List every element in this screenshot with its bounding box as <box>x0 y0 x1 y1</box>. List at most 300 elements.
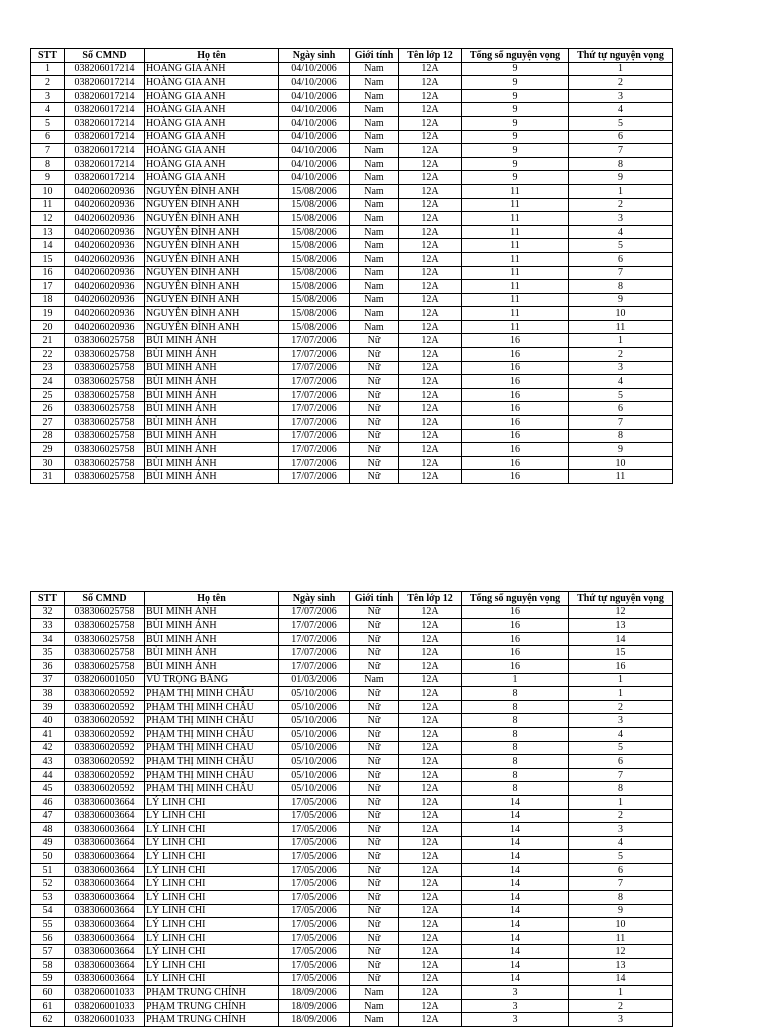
cmnd-cell: 040206020936 <box>65 198 145 212</box>
table-row <box>31 768 673 782</box>
class-cell: 12A <box>399 972 462 986</box>
wish-order-cell: 2 <box>569 198 673 212</box>
gender-cell: Nam <box>350 266 399 280</box>
class-cell: 12A <box>399 402 462 416</box>
table-row <box>31 416 673 430</box>
total-wishes-cell: 8 <box>462 727 569 741</box>
table-row <box>31 659 673 673</box>
total-wishes-cell: 16 <box>462 646 569 660</box>
cmnd-header: Số CMND <box>65 49 145 63</box>
name-cell: PHẠM THỊ MINH CHÂU <box>145 727 279 741</box>
stt-cell: 49 <box>31 836 65 850</box>
cmnd-cell: 040206020936 <box>65 239 145 253</box>
dob-cell: 04/10/2006 <box>279 157 350 171</box>
table-body <box>31 62 673 483</box>
name-cell: BÙI MINH ÁNH <box>145 348 279 362</box>
class-cell: 12A <box>399 212 462 226</box>
table-row <box>31 687 673 701</box>
dob-cell: 17/07/2006 <box>279 619 350 633</box>
stt-cell: 19 <box>31 307 65 321</box>
name-cell: NGUYỄN ĐÌNH ANH <box>145 212 279 226</box>
table-row <box>31 388 673 402</box>
name-cell: HOÀNG GIA ANH <box>145 76 279 90</box>
name-cell: BÙI MINH ÁNH <box>145 388 279 402</box>
wish-order-cell: 10 <box>569 307 673 321</box>
total-wishes-cell: 9 <box>462 76 569 90</box>
gender-header: Giới tính <box>350 592 399 606</box>
cmnd-cell: 038206001033 <box>65 986 145 1000</box>
class-cell: 12A <box>399 782 462 796</box>
wish-order-cell: 12 <box>569 945 673 959</box>
stt-cell: 32 <box>31 605 65 619</box>
gender-cell: Nam <box>350 239 399 253</box>
header-row <box>31 592 673 606</box>
dob-cell: 04/10/2006 <box>279 103 350 117</box>
class-cell: 12A <box>399 659 462 673</box>
total-wishes-cell: 16 <box>462 632 569 646</box>
stt-header: STT <box>31 592 65 606</box>
total-wishes-cell: 16 <box>462 375 569 389</box>
stt-cell: 61 <box>31 999 65 1013</box>
total-wishes-cell: 16 <box>462 443 569 457</box>
wish-order-cell: 1 <box>569 334 673 348</box>
name-cell: HOÀNG GIA ANH <box>145 144 279 158</box>
dob-cell: 17/07/2006 <box>279 416 350 430</box>
stt-cell: 35 <box>31 646 65 660</box>
dob-cell: 18/09/2006 <box>279 986 350 1000</box>
dob-cell: 17/05/2006 <box>279 863 350 877</box>
cmnd-cell: 038306025758 <box>65 605 145 619</box>
cmnd-cell: 038206017214 <box>65 157 145 171</box>
cmnd-cell: 038306003664 <box>65 972 145 986</box>
class-cell: 12A <box>399 931 462 945</box>
dob-cell: 17/07/2006 <box>279 334 350 348</box>
class-cell: 12A <box>399 1013 462 1027</box>
total-wishes-cell: 14 <box>462 795 569 809</box>
total-wishes-cell: 14 <box>462 959 569 973</box>
class-cell: 12A <box>399 266 462 280</box>
cmnd-cell: 038206017214 <box>65 130 145 144</box>
wish-order-cell: 15 <box>569 646 673 660</box>
total-wishes-cell: 9 <box>462 130 569 144</box>
name-cell: VŨ TRỌNG BẰNG <box>145 673 279 687</box>
class-cell: 12A <box>399 103 462 117</box>
wish-order-cell: 3 <box>569 823 673 837</box>
cmnd-cell: 038306025758 <box>65 443 145 457</box>
total-wishes-header: Tổng số nguyện vọng <box>462 49 569 63</box>
gender-cell: Nữ <box>350 768 399 782</box>
total-wishes-header: Tổng số nguyện vọng <box>462 592 569 606</box>
dob-cell: 17/05/2006 <box>279 877 350 891</box>
class-header: Tên lớp 12 <box>399 592 462 606</box>
cmnd-cell: 038306025758 <box>65 632 145 646</box>
stt-cell: 51 <box>31 863 65 877</box>
wish-order-cell: 9 <box>569 443 673 457</box>
stt-cell: 27 <box>31 416 65 430</box>
wish-order-cell: 2 <box>569 999 673 1013</box>
class-cell: 12A <box>399 632 462 646</box>
dob-cell: 17/07/2006 <box>279 429 350 443</box>
cmnd-header: Số CMND <box>65 592 145 606</box>
total-wishes-cell: 8 <box>462 768 569 782</box>
wish-order-cell: 1 <box>569 986 673 1000</box>
cmnd-cell: 038306003664 <box>65 795 145 809</box>
cmnd-cell: 038306003664 <box>65 850 145 864</box>
wish-order-cell: 5 <box>569 116 673 130</box>
table-row <box>31 863 673 877</box>
gender-cell: Nam <box>350 184 399 198</box>
stt-cell: 7 <box>31 144 65 158</box>
table-row <box>31 429 673 443</box>
name-cell: PHẠM THỊ MINH CHÂU <box>145 782 279 796</box>
total-wishes-cell: 14 <box>462 945 569 959</box>
cmnd-cell: 038306003664 <box>65 823 145 837</box>
class-cell: 12A <box>399 891 462 905</box>
name-header: Họ tên <box>145 592 279 606</box>
cmnd-cell: 038306025758 <box>65 334 145 348</box>
wish-order-cell: 2 <box>569 348 673 362</box>
dob-header: Ngày sinh <box>279 592 350 606</box>
dob-cell: 15/08/2006 <box>279 225 350 239</box>
gender-cell: Nữ <box>350 659 399 673</box>
table-row <box>31 116 673 130</box>
stt-cell: 43 <box>31 755 65 769</box>
wish-order-cell: 2 <box>569 809 673 823</box>
table-row <box>31 266 673 280</box>
class-cell: 12A <box>399 456 462 470</box>
total-wishes-cell: 11 <box>462 184 569 198</box>
wish-order-cell: 5 <box>569 741 673 755</box>
gender-cell: Nữ <box>350 823 399 837</box>
class-cell: 12A <box>399 999 462 1013</box>
total-wishes-cell: 11 <box>462 307 569 321</box>
wish-order-cell: 14 <box>569 972 673 986</box>
gender-cell: Nam <box>350 144 399 158</box>
wish-order-cell: 10 <box>569 918 673 932</box>
table-row <box>31 945 673 959</box>
gender-cell: Nữ <box>350 646 399 660</box>
class-cell: 12A <box>399 334 462 348</box>
wish-order-cell: 8 <box>569 891 673 905</box>
name-cell: HOÀNG GIA ANH <box>145 171 279 185</box>
cmnd-cell: 038206001050 <box>65 673 145 687</box>
table-row <box>31 605 673 619</box>
stt-cell: 34 <box>31 632 65 646</box>
total-wishes-cell: 16 <box>462 361 569 375</box>
cmnd-cell: 040206020936 <box>65 293 145 307</box>
wish-order-cell: 14 <box>569 632 673 646</box>
name-cell: PHẠM TRUNG CHÍNH <box>145 999 279 1013</box>
gender-cell: Nam <box>350 673 399 687</box>
dob-cell: 15/08/2006 <box>279 212 350 226</box>
dob-cell: 17/07/2006 <box>279 402 350 416</box>
gender-cell: Nam <box>350 116 399 130</box>
dob-cell: 17/05/2006 <box>279 823 350 837</box>
total-wishes-cell: 11 <box>462 280 569 294</box>
wish-order-cell: 3 <box>569 714 673 728</box>
name-cell: HOÀNG GIA ANH <box>145 116 279 130</box>
stt-cell: 17 <box>31 280 65 294</box>
cmnd-cell: 038306025758 <box>65 619 145 633</box>
total-wishes-cell: 8 <box>462 755 569 769</box>
table-row <box>31 700 673 714</box>
table-row <box>31 212 673 226</box>
dob-cell: 17/05/2006 <box>279 809 350 823</box>
name-cell: LÝ LINH CHI <box>145 863 279 877</box>
table-row <box>31 673 673 687</box>
class-cell: 12A <box>399 307 462 321</box>
dob-cell: 17/05/2006 <box>279 931 350 945</box>
name-cell: NGUYỄN ĐÌNH ANH <box>145 184 279 198</box>
gender-cell: Nữ <box>350 836 399 850</box>
table-row <box>31 402 673 416</box>
stt-cell: 9 <box>31 171 65 185</box>
gender-cell: Nữ <box>350 741 399 755</box>
stt-cell: 31 <box>31 470 65 484</box>
gender-cell: Nữ <box>350 375 399 389</box>
total-wishes-cell: 11 <box>462 239 569 253</box>
table-row <box>31 375 673 389</box>
name-cell: HOÀNG GIA ANH <box>145 103 279 117</box>
gender-cell: Nam <box>350 89 399 103</box>
cmnd-cell: 040206020936 <box>65 320 145 334</box>
name-cell: LÝ LINH CHI <box>145 972 279 986</box>
table-row <box>31 877 673 891</box>
name-cell: BÙI MINH ÁNH <box>145 416 279 430</box>
wish-order-cell: 6 <box>569 863 673 877</box>
dob-cell: 17/07/2006 <box>279 646 350 660</box>
class-cell: 12A <box>399 429 462 443</box>
class-cell: 12A <box>399 144 462 158</box>
table-row <box>31 755 673 769</box>
cmnd-cell: 038306025758 <box>65 348 145 362</box>
gender-cell: Nam <box>350 252 399 266</box>
table-row <box>31 239 673 253</box>
stt-cell: 60 <box>31 986 65 1000</box>
table-row <box>31 931 673 945</box>
gender-cell: Nam <box>350 157 399 171</box>
name-cell: LÝ LINH CHI <box>145 945 279 959</box>
total-wishes-cell: 8 <box>462 687 569 701</box>
class-header: Tên lớp 12 <box>399 49 462 63</box>
total-wishes-cell: 16 <box>462 456 569 470</box>
class-cell: 12A <box>399 727 462 741</box>
total-wishes-cell: 14 <box>462 850 569 864</box>
table-row <box>31 850 673 864</box>
gender-cell: Nam <box>350 62 399 76</box>
class-cell: 12A <box>399 646 462 660</box>
total-wishes-cell: 8 <box>462 700 569 714</box>
table-row <box>31 959 673 973</box>
wish-order-cell: 9 <box>569 293 673 307</box>
table-row <box>31 999 673 1013</box>
cmnd-cell: 038306003664 <box>65 904 145 918</box>
wish-order-cell: 2 <box>569 700 673 714</box>
stt-cell: 44 <box>31 768 65 782</box>
wish-order-cell: 4 <box>569 103 673 117</box>
name-cell: HOÀNG GIA ANH <box>145 130 279 144</box>
name-cell: NGUYỄN ĐÌNH ANH <box>145 307 279 321</box>
name-cell: BÙI MINH ÁNH <box>145 443 279 457</box>
table-row <box>31 280 673 294</box>
gender-cell: Nữ <box>350 945 399 959</box>
stt-cell: 57 <box>31 945 65 959</box>
name-cell: BÙI MINH ÁNH <box>145 402 279 416</box>
stt-cell: 15 <box>31 252 65 266</box>
name-cell: NGUYỄN ĐÌNH ANH <box>145 293 279 307</box>
table-row <box>31 646 673 660</box>
wish-order-cell: 11 <box>569 931 673 945</box>
class-cell: 12A <box>399 348 462 362</box>
cmnd-cell: 038306003664 <box>65 836 145 850</box>
name-cell: LÝ LINH CHI <box>145 823 279 837</box>
gender-cell: Nữ <box>350 795 399 809</box>
stt-cell: 6 <box>31 130 65 144</box>
wish-order-cell: 10 <box>569 456 673 470</box>
cmnd-cell: 038306020592 <box>65 741 145 755</box>
gender-cell: Nữ <box>350 416 399 430</box>
stt-cell: 1 <box>31 62 65 76</box>
total-wishes-cell: 11 <box>462 198 569 212</box>
stt-cell: 8 <box>31 157 65 171</box>
gender-header: Giới tính <box>350 49 399 63</box>
name-cell: BÙI MINH ÁNH <box>145 456 279 470</box>
table-row <box>31 904 673 918</box>
total-wishes-cell: 14 <box>462 809 569 823</box>
name-cell: BÙI MINH ÁNH <box>145 605 279 619</box>
dob-cell: 17/07/2006 <box>279 375 350 389</box>
dob-cell: 17/07/2006 <box>279 443 350 457</box>
stt-cell: 21 <box>31 334 65 348</box>
dob-cell: 04/10/2006 <box>279 171 350 185</box>
stt-cell: 26 <box>31 402 65 416</box>
class-cell: 12A <box>399 62 462 76</box>
gender-cell: Nữ <box>350 972 399 986</box>
cmnd-cell: 038306003664 <box>65 959 145 973</box>
stt-cell: 18 <box>31 293 65 307</box>
gender-cell: Nữ <box>350 348 399 362</box>
stt-cell: 59 <box>31 972 65 986</box>
name-cell: PHẠM THỊ MINH CHÂU <box>145 755 279 769</box>
name-cell: LÝ LINH CHI <box>145 850 279 864</box>
wish-order-cell: 7 <box>569 768 673 782</box>
total-wishes-cell: 1 <box>462 673 569 687</box>
stt-cell: 46 <box>31 795 65 809</box>
gender-cell: Nữ <box>350 891 399 905</box>
stt-cell: 22 <box>31 348 65 362</box>
stt-cell: 42 <box>31 741 65 755</box>
dob-cell: 05/10/2006 <box>279 727 350 741</box>
name-cell: HOÀNG GIA ANH <box>145 157 279 171</box>
total-wishes-cell: 3 <box>462 999 569 1013</box>
wish-order-cell: 6 <box>569 130 673 144</box>
name-cell: BÙI MINH ÁNH <box>145 470 279 484</box>
name-cell: LÝ LINH CHI <box>145 809 279 823</box>
table-row <box>31 836 673 850</box>
gender-cell: Nam <box>350 280 399 294</box>
gender-cell: Nữ <box>350 782 399 796</box>
table-row <box>31 632 673 646</box>
wish-order-cell: 1 <box>569 673 673 687</box>
stt-cell: 20 <box>31 320 65 334</box>
stt-header: STT <box>31 49 65 63</box>
wish-order-cell: 2 <box>569 76 673 90</box>
table-row <box>31 619 673 633</box>
stt-cell: 24 <box>31 375 65 389</box>
dob-cell: 17/07/2006 <box>279 632 350 646</box>
stt-cell: 5 <box>31 116 65 130</box>
wish-order-cell: 9 <box>569 904 673 918</box>
name-cell: NGUYỄN ĐÌNH ANH <box>145 225 279 239</box>
stt-cell: 52 <box>31 877 65 891</box>
cmnd-cell: 038206001033 <box>65 999 145 1013</box>
table-row <box>31 918 673 932</box>
gender-cell: Nữ <box>350 456 399 470</box>
table-row <box>31 130 673 144</box>
total-wishes-cell: 16 <box>462 334 569 348</box>
total-wishes-cell: 16 <box>462 429 569 443</box>
cmnd-cell: 038306025758 <box>65 456 145 470</box>
gender-cell: Nữ <box>350 863 399 877</box>
dob-cell: 05/10/2006 <box>279 782 350 796</box>
dob-cell: 17/05/2006 <box>279 836 350 850</box>
name-cell: BÙI MINH ÁNH <box>145 659 279 673</box>
gender-cell: Nam <box>350 293 399 307</box>
name-cell: NGUYỄN ĐÌNH ANH <box>145 280 279 294</box>
gender-cell: Nữ <box>350 918 399 932</box>
wish-order-cell: 1 <box>569 687 673 701</box>
wish-order-cell: 3 <box>569 89 673 103</box>
class-cell: 12A <box>399 225 462 239</box>
class-cell: 12A <box>399 918 462 932</box>
table-row <box>31 443 673 457</box>
table-row <box>31 103 673 117</box>
gender-cell: Nữ <box>350 959 399 973</box>
wish-order-cell: 13 <box>569 619 673 633</box>
total-wishes-cell: 11 <box>462 225 569 239</box>
gender-cell: Nữ <box>350 470 399 484</box>
cmnd-cell: 038306020592 <box>65 782 145 796</box>
class-cell: 12A <box>399 959 462 973</box>
table-row <box>31 741 673 755</box>
dob-cell: 18/09/2006 <box>279 999 350 1013</box>
dob-cell: 15/08/2006 <box>279 198 350 212</box>
total-wishes-cell: 16 <box>462 416 569 430</box>
table-row <box>31 89 673 103</box>
table-row <box>31 986 673 1000</box>
wish-order-cell: 6 <box>569 402 673 416</box>
wish-order-cell: 1 <box>569 62 673 76</box>
dob-cell: 17/07/2006 <box>279 456 350 470</box>
total-wishes-cell: 9 <box>462 89 569 103</box>
class-cell: 12A <box>399 768 462 782</box>
table-row <box>31 782 673 796</box>
cmnd-cell: 038306020592 <box>65 700 145 714</box>
wish-order-cell: 1 <box>569 184 673 198</box>
dob-cell: 15/08/2006 <box>279 184 350 198</box>
cmnd-cell: 038306025758 <box>65 416 145 430</box>
stt-cell: 11 <box>31 198 65 212</box>
total-wishes-cell: 9 <box>462 116 569 130</box>
table-row <box>31 795 673 809</box>
name-cell: NGUYỄN ĐÌNH ANH <box>145 320 279 334</box>
class-cell: 12A <box>399 850 462 864</box>
total-wishes-cell: 11 <box>462 320 569 334</box>
stt-cell: 55 <box>31 918 65 932</box>
class-cell: 12A <box>399 673 462 687</box>
name-cell: PHẠM TRUNG CHÍNH <box>145 986 279 1000</box>
cmnd-cell: 038306025758 <box>65 402 145 416</box>
